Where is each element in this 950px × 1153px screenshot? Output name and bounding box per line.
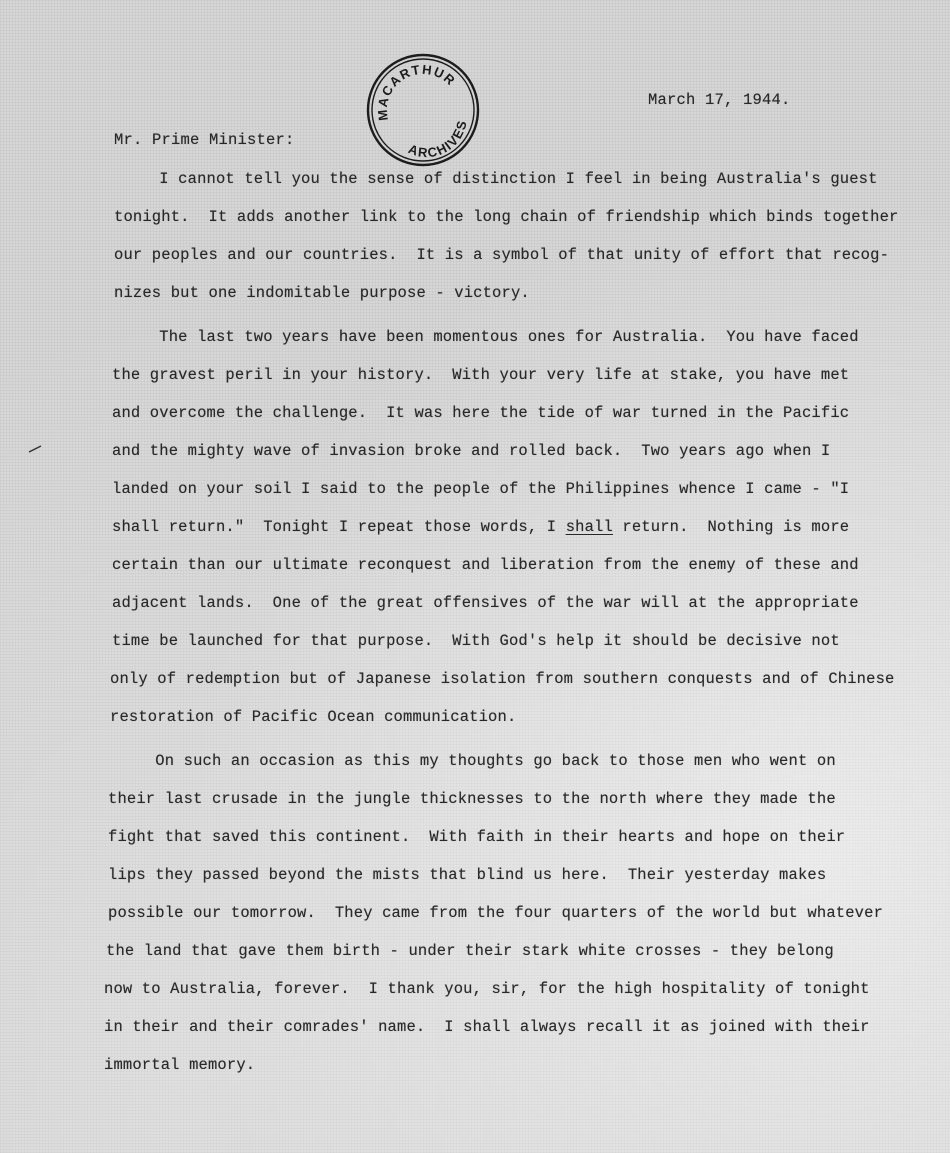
- stamp-top-text: MACARTHUR: [374, 61, 459, 122]
- body-line: the land that gave them birth - under their stark white crosses - they belong: [106, 942, 834, 960]
- body-line: I cannot tell you the sense of distinction I feel in being Australia's guest: [112, 170, 878, 188]
- body-line-tail: return. Nothing is more: [612, 518, 850, 536]
- body-line: fight that saved this continent. With faith in their hearts and hope on their: [108, 828, 846, 846]
- body-line: lips they passed beyond the mists that blind us here. Their yesterday makes: [108, 866, 827, 884]
- letter-date: March 17, 1944.: [648, 91, 791, 109]
- body-line: The last two years have been momentous ones for Australia. You have faced: [112, 328, 859, 346]
- margin-tick-mark: [28, 444, 42, 454]
- body-line: tonight. It adds another link to the long chain of friendship which binds together: [114, 208, 899, 226]
- body-line: their last crusade in the jungle thicknesses to the north where they made the: [108, 790, 836, 808]
- body-line: nizes but one indomitable purpose - victory.: [114, 284, 530, 302]
- stamp-bottom-text: ARCHIVES: [406, 118, 470, 161]
- letter-salutation: Mr. Prime Minister:: [114, 131, 295, 149]
- body-line: On such an occasion as this my thoughts go back to those men who went on: [108, 752, 836, 770]
- body-line: immortal memory.: [104, 1056, 256, 1074]
- body-line: and overcome the challenge. It was here the tide of war turned in the Pacific: [112, 404, 850, 422]
- body-line: time be launched for that purpose. With God's help it should be decisive not: [112, 632, 840, 650]
- body-line: restoration of Pacific Ocean communication.: [110, 708, 517, 726]
- body-line: the gravest peril in your history. With your very life at stake, you have met: [112, 366, 850, 384]
- macarthur-archives-stamp: [365, 52, 481, 168]
- underlined-shall: shall: [565, 518, 613, 536]
- body-line: and the mighty wave of invasion broke and rolled back. Two years ago when I: [112, 442, 831, 460]
- body-line: only of redemption but of Japanese isolation from southern conquests and of Chinese: [110, 670, 895, 688]
- body-line: certain than our ultimate reconquest and liberation from the enemy of these and: [112, 556, 859, 574]
- svg-text:MACARTHUR: [365, 52, 461, 126]
- body-line: in their and their comrades' name. I shall always recall it as joined with their: [104, 1018, 870, 1036]
- body-line: our peoples and our countries. It is a symbol of that unity of effort that recog-: [114, 246, 890, 264]
- body-line: now to Australia, forever. I thank you, sir, for the high hospitality of tonight: [104, 980, 870, 998]
- body-line: landed on your soil I said to the people of the Philippines whence I came - "I: [112, 480, 850, 498]
- body-line-head: shall return." Tonight I repeat those words, I: [112, 518, 566, 536]
- body-line-with-underline: [112, 518, 849, 536]
- body-line: possible our tomorrow. They came from the four quarters of the world but whatever: [108, 904, 884, 922]
- body-line: adjacent lands. One of the great offensives of the war will at the appropriate: [112, 594, 859, 612]
